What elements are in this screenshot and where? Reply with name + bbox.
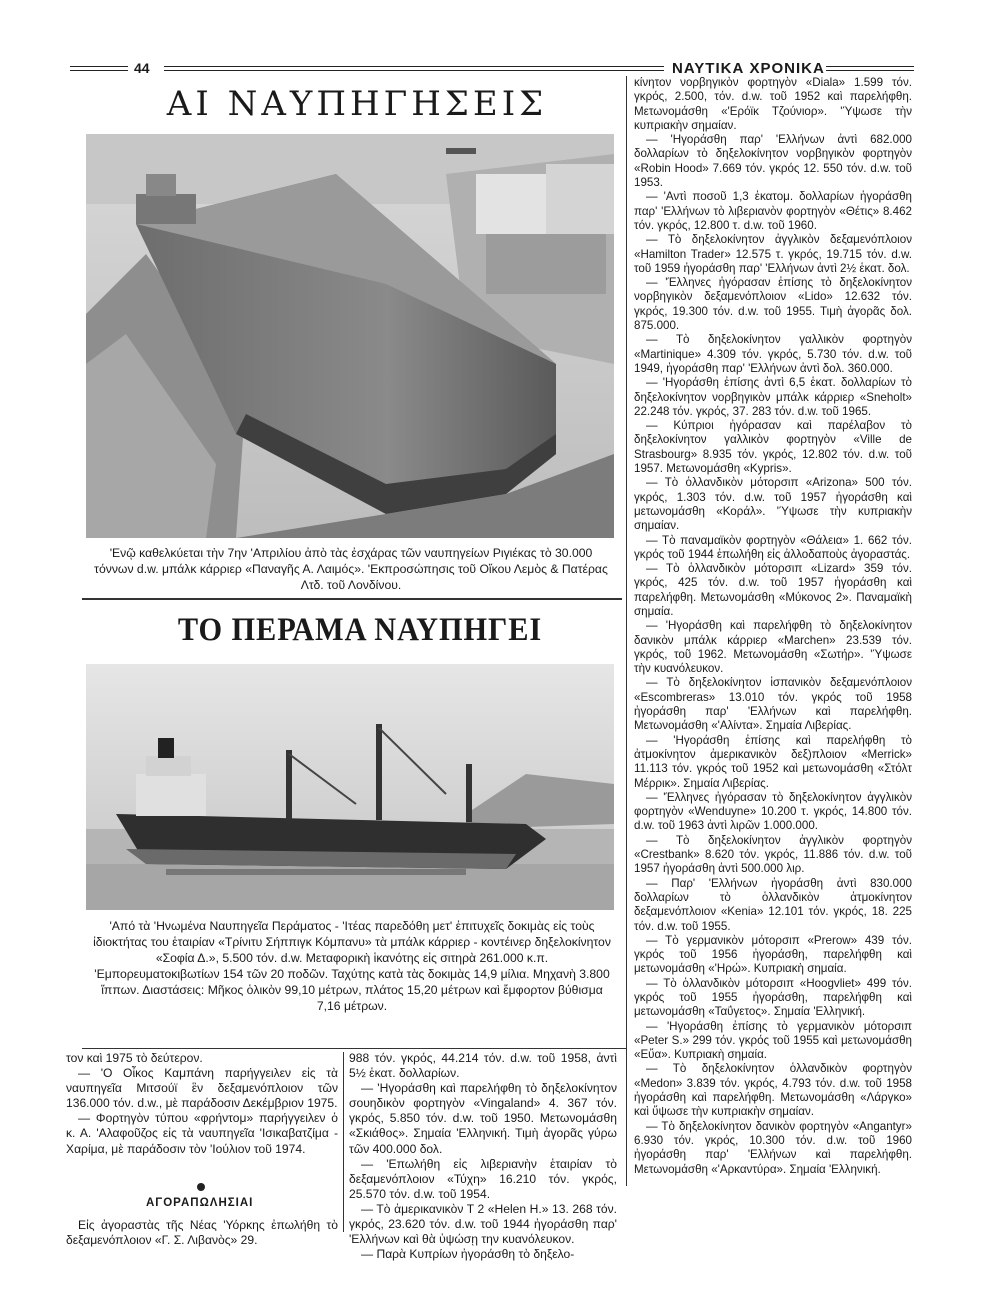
paragraph: — 'Ηγοράσθη καὶ παρελήφθη τὸ δηξελοκίνητον σουηδικὸν φορτηγὸν «Vingaland» 4. 367 τόν. γκρός, 5.850 τόν. d.w. τοῦ 1950. Μετωνομάσθη «Σκιάθος». Σημαία 'Ελληνική. Τιμὴ ἀγορᾶς γύρω τῶν 400.000 δολ.: [349, 1081, 617, 1156]
bottom-middle-column: [349, 1051, 617, 1262]
paragraph: — Τὸ παναμαϊκὸν φορτηγὸν «Θάλεια» 1. 662 τόν. γκρός τοῦ 1944 ἐπωλήθη εἰς ἀλλοδαποὺς ἀγοραστάς.: [634, 533, 912, 561]
paragraph: — Τὸ γερμανικὸν μότορσιπ «Prerow» 439 τόν. γκρός τοῦ 1956 ἠγοράσθη, παρελήφθη καὶ μετωνομάσθη «'Ηρώ». Κυπριακὴ σημαία.: [634, 933, 912, 976]
ship-sofia-d-photo: [86, 664, 614, 910]
article2-bottom-rule: [82, 1048, 626, 1049]
header-rule-right: [826, 66, 914, 71]
paragraph: — 'Ηγοράσθη ἐπίσης τὸ γερμανικὸν μότορσιπ «Peter S.» 299 τόν. γκρός τοῦ 1955 καὶ μετωνομάσθη «Εὔα». Κυπριακὴ σημαία.: [634, 1019, 912, 1062]
paragraph: — Παρὰ Κυπρίων ἠγοράσθη τὸ δηξελο-: [361, 1247, 575, 1262]
paragraph: — 'Ηγοράσθη ἐπίσης καὶ παρελήφθη τὸ ἀτμοκίνητον ἀμερικανικὸν δεξ)πλοιον «Merrick» 11.113 τόν. γκρός τοῦ 1952 καὶ μετωνομάσθη «Στόλτ Μέρρικ». Σημαία Λιβερίας.: [634, 733, 912, 790]
paragraph: κίνητον νορβηγικὸν φορτηγὸν «Diala» 1.599 τόν. γκρός, 2.500, τόν. d.w. τοῦ 1952 καὶ παρελήφθη. Μετωνομάσθη «'Ερόϊκ Τζούνιορ». 'Ύψωσε τὴν κυπριακὴν σημαίαν.: [634, 76, 912, 132]
paragraph: — 'Αντὶ ποσοῦ 1,3 ἑκατομ. δολλαρίων ἠγοράσθη παρ' 'Ελλήνων τὸ λιβεριανὸν φορτηγὸν «Θέτις» 8.462 τόν. γκρός, 12.800 τ. d.w. τοῦ 1960.: [634, 190, 912, 232]
paragraph: — 'Ηγοράσθη καὶ παρελήφθη τὸ δηξελοκίνητον δανικὸν μπάλκ κάρριερ «Marchen» 23.539 τόν. γκρός, τοῦ 1962. Μετωνομάσθη «Σωτήρ». 'Ύψωσε τὴν κυανόλευκον.: [634, 619, 912, 676]
paragraph: — Τὸ δηξελοκίνητον δανικὸν φορτηγὸν «Angantyr» 6.930 τόν. γκρός, 10.300 τόν. d.w. τοῦ 1960 ἠγοράσθη παρ' 'Ελλήνων καὶ παρελήφθη. Μετωνομάσθη «'Αρκαντύρα». Σημαία 'Ελληνική.: [634, 1119, 912, 1176]
article2-caption: 'Από τὰ 'Ηνωμένα Ναυπηγεῖα Περάματος - 'Ιτέας παρεδόθη μετ' ἐπιτυχεῖς δοκιμὰς εἰς τοὺς ἰδιοκτήτας του ἑταιρίαν «Τρίνιτυ Σήππιγκ Κόμπανυ» τὰ μπάλκ κάρριερ - κοντέινερ δηξελοκίνητον «Σοφία Δ.», 5.500 τόν. d.w. Μεταφορικὴ ἱκανότης εἰς σιτηρὰ 261.000 κ.π. 'Εμπορευματοκιβωτίων 154 τῶν 20 ποδῶν. Ταχύτης κατὰ τὰς δοκιμὰς 14,9 μίλια. Μηχανὴ 3.800 ἵππων. Διαστάσεις: Μῆκος ὁλικὸν 99,10 μέτρων, πλάτος 15,20 μέτρων καὶ ἔμφορτον βύθισμα 7,16 μέτρων.: [93, 919, 611, 1013]
paragraph: — Τὸ ἀμερικανικὸν Τ 2 «Helen H.» 13. 268 τόν. γκρός, 23.620 τόν. d.w. τοῦ 1944 ἠγοράσθη παρ' 'Ελλήνων καὶ θὰ ὑψώσῃ την κυανόλευκον.: [349, 1201, 617, 1247]
column-divider: [626, 76, 627, 1186]
page-number: 44: [134, 60, 150, 76]
paragraph: — Τὸ ὁλλανδικὸν μότορσιπ «Hoogvliet» 499 τόν. γκρός τοῦ 1955 ἠγοράσθη, παρελήφθη καὶ μετωνομάσθη «Ταΰγετος». Σημαία 'Ελληνική.: [634, 976, 912, 1019]
article1-caption: 'Ενῷ καθελκύεται τὴν 7ην 'Απριλίου ἀπὸ τὰς ἐσχάρας τῶν ναυπηγείων Ριγιέκας τὸ 30.000 τόννων d.w. μπάλκ κάρριερ «Παναγῆς Α. Λαιμός». 'Εκπροσώπησις τοῦ Οἴκου Λεμὸς & Πατέρας Λτδ. τοῦ Λονδίνου.: [94, 546, 608, 592]
section-heading-sales: ΑΓΟΡΑΠΩΛΗΣΙΑΙ: [146, 1197, 254, 1209]
bottom-left-continuation: [66, 1218, 338, 1248]
paragraph: — 'Έλληνες ἠγόρασαν τὸ δηξελοκίνητον ἀγγλικὸν φορτηγὸν «Wenduyne» 10.200 τ. γκρός, 14.800 τόν. d.w. τοῦ 1963 ἀντὶ λιρῶν 1.000.000.: [634, 790, 912, 833]
paragraph: — Τὸ δηξελοκίνητον ἀγγλικὸν φορτηγὸν «Crestbank» 8.620 τόν. γκρός, 11.886 τόν. d.w. τοῦ 1957 ἠγοράσθη ἀντὶ 500.000 λιρ.: [634, 833, 912, 876]
paragraph: — Τὸ δηξελοκίνητον ἱσπανικὸν δεξαμενόπλοιον «Escombreras» 13.010 τόν. γκρός τοῦ 1958 ἠγοράσθη παρ' 'Ελλήνων καὶ παρελήφθη. Μετωνομάσθη «'Αλίντα». Σημαία Λιβερίας.: [634, 676, 912, 733]
paragraph: — Τὸ δηξελοκίνητον ἀγγλικὸν δεξαμενόπλοιον «Hamilton Trader» 12.575 τ. γκρός, 19.715 τόν. d.w. τοῦ 1959 ἠγοράσθη παρ' 'Ελλήνων ἀντὶ 2½ ἑκατ. δολ.: [634, 233, 912, 275]
paragraph: — Παρ' 'Ελλήνων ἠγοράσθη ἀντὶ 830.000 δολλαρίων τὸ ὁλλανδικὸν ἀτμοκίνητον δεξαμενόπλοιον «Kenia» 12.101 τόν. γκρός, 18. 225 τόν. d.w. τοῦ 1955.: [634, 876, 912, 933]
paragraph: — Τὸ δηξελοκίνητον γαλλικὸν φορτηγὸν «Martinique» 4.309 τόν. γκρός, 5.730 τόν. d.w. τοῦ 1949, ἠγοράσθη παρ' 'Ελλήνων ἀντὶ δολ. 360.000.: [634, 333, 912, 375]
paragraph: — Τὸ ὁλλανδικὸν μότορσιπ «Lizard» 359 τόν. γκρός, 425 τόν. d.w. τοῦ 1957 ἠγοράσθη καὶ παρελήφθη. Μετωνομάσθη «Μύκονος 2». Παναμαϊκὴ σημαία.: [634, 562, 912, 618]
paragraph: — Φορτηγὸν τύπου «φρήντομ» παρήγγειλεν ὁ κ. Α. 'Αλαφοῦζος εἰς τὰ ναυπηγεῖα 'Ισικαβατζίμα - Χαρίμα, μὲ παράδοσιν τὸν 'Ιούλιον τοῦ 1974.: [66, 1111, 338, 1156]
article2-title: ΤΟ ΠΕΡΑΜΑ ΝΑΥΠΗΓΕΙ: [177, 612, 543, 648]
paragraph: — 'Ο Οἶκος Καμπάνη παρήγγειλεν εἰς τὰ ναυπηγεῖα Μιτσούϊ ἓν δεξαμενόπλοιον τῶν 136.000 τόν. d.w., μὲ παράδοσιν Δεκέμβριον 1975.: [66, 1066, 338, 1111]
shipyard-launch-photo: [86, 134, 614, 538]
magazine-title: ΝΑΥΤΙΚΑ ΧΡΟΝΙΚΑ: [672, 60, 825, 77]
paragraph: — 'Έλληνες ἠγόρασαν ἐπίσης τὸ δηξελοκίνητον νορβηγικὸν δεξαμενόπλοιον «Lido» 12.632 τόν. γκρός, 19.300 τόν. d.w. τοῦ 1955. Τιμὴ ἀγορᾶς δολ. 875.000.: [634, 276, 912, 333]
article-separator: [82, 598, 622, 600]
section-bullet-icon: [197, 1183, 205, 1191]
paragraph: — Τὸ δηξελοκίνητον ὁλλανδικὸν φορτηγὸν «Medon» 3.839 τόν. γκρός, 4.793 τόν. d.w. τοῦ 1958 ἠγοράσθη καὶ παρελήφθη. Μετωνομάσθη «Λάργκο» καὶ ὕψωσε τὴν κυπριακὴν σημαίαν.: [634, 1062, 912, 1119]
paragraph: — Τὸ ὁλλανδικὸν μότορσιπ «Arizona» 500 τόν. γκρός, 1.303 τόν. d.w. τοῦ 1957 ἠγοράσθη καὶ μετωνομάσθη «Κοράλ». 'Ύψωσε τὴν κυπριακὴν σημαίαν.: [634, 476, 912, 533]
header-rule-left: [70, 66, 128, 71]
bottom-left-column: [66, 1051, 338, 1157]
paragraph: — Κύπριοι ἠγόρασαν καὶ παρέλαβον τὸ δηξελοκίνητον γαλλικὸν φορτηγὸν «Ville de Strasbourg» 8.935 τόν. γκρός, 12.802 τόν. d.w. τοῦ 1957. Μετωνομάσθη «Kypris».: [634, 419, 912, 476]
paragraph: — 'Ηγοράσθη ἐπίσης ἀντὶ 6,5 ἑκατ. δολλαρίων τὸ δηξελοκίνητον νορβηγικὸν μπάλκ κάρριερ «Sneholt» 22.248 τόν. γκρός, 37. 283 τόν. d.w. τοῦ 1965.: [634, 376, 912, 418]
header-rule-middle: [164, 66, 664, 71]
right-column: [634, 76, 912, 1177]
bottom-column-divider: [343, 1052, 344, 1232]
paragraph: 988 τόν. γκρός, 44.214 τόν. d.w. τοῦ 1958, ἀντὶ 5½ ἑκατ. δολλαρίων.: [349, 1051, 617, 1081]
paragraph: — 'Επωλήθη εἰς λιβεριανὴν ἑταιρίαν τὸ δεξαμενόπλοιον «Τύχη» 16.210 τόν. γκρός, 25.570 τόν. d.w. τοῦ 1954.: [349, 1156, 617, 1201]
paragraph: — 'Ηγοράσθη παρ' 'Ελλήνων ἀντὶ 682.000 δολλαρίων τὸ δηξελοκίνητον νορβηγικὸν φορτηγὸν «Robin Hood» 7.669 τόν. γκρός 12. 550 τόν. d.w. τοῦ 1953.: [634, 133, 912, 190]
paragraph: τον καὶ 1975 τὸ δεύτερον.: [66, 1051, 203, 1065]
article1-title: ΑΙ ΝΑΥΠΗΓΗΣΕΙΣ: [166, 84, 548, 124]
paragraph: Εἰς ἀγοραστὰς τῆς Νέας 'Υόρκης ἐπωλήθη τὸ δεξαμενόπλοιον «Γ. Σ. Λιβανὸς» 29.: [66, 1218, 338, 1248]
